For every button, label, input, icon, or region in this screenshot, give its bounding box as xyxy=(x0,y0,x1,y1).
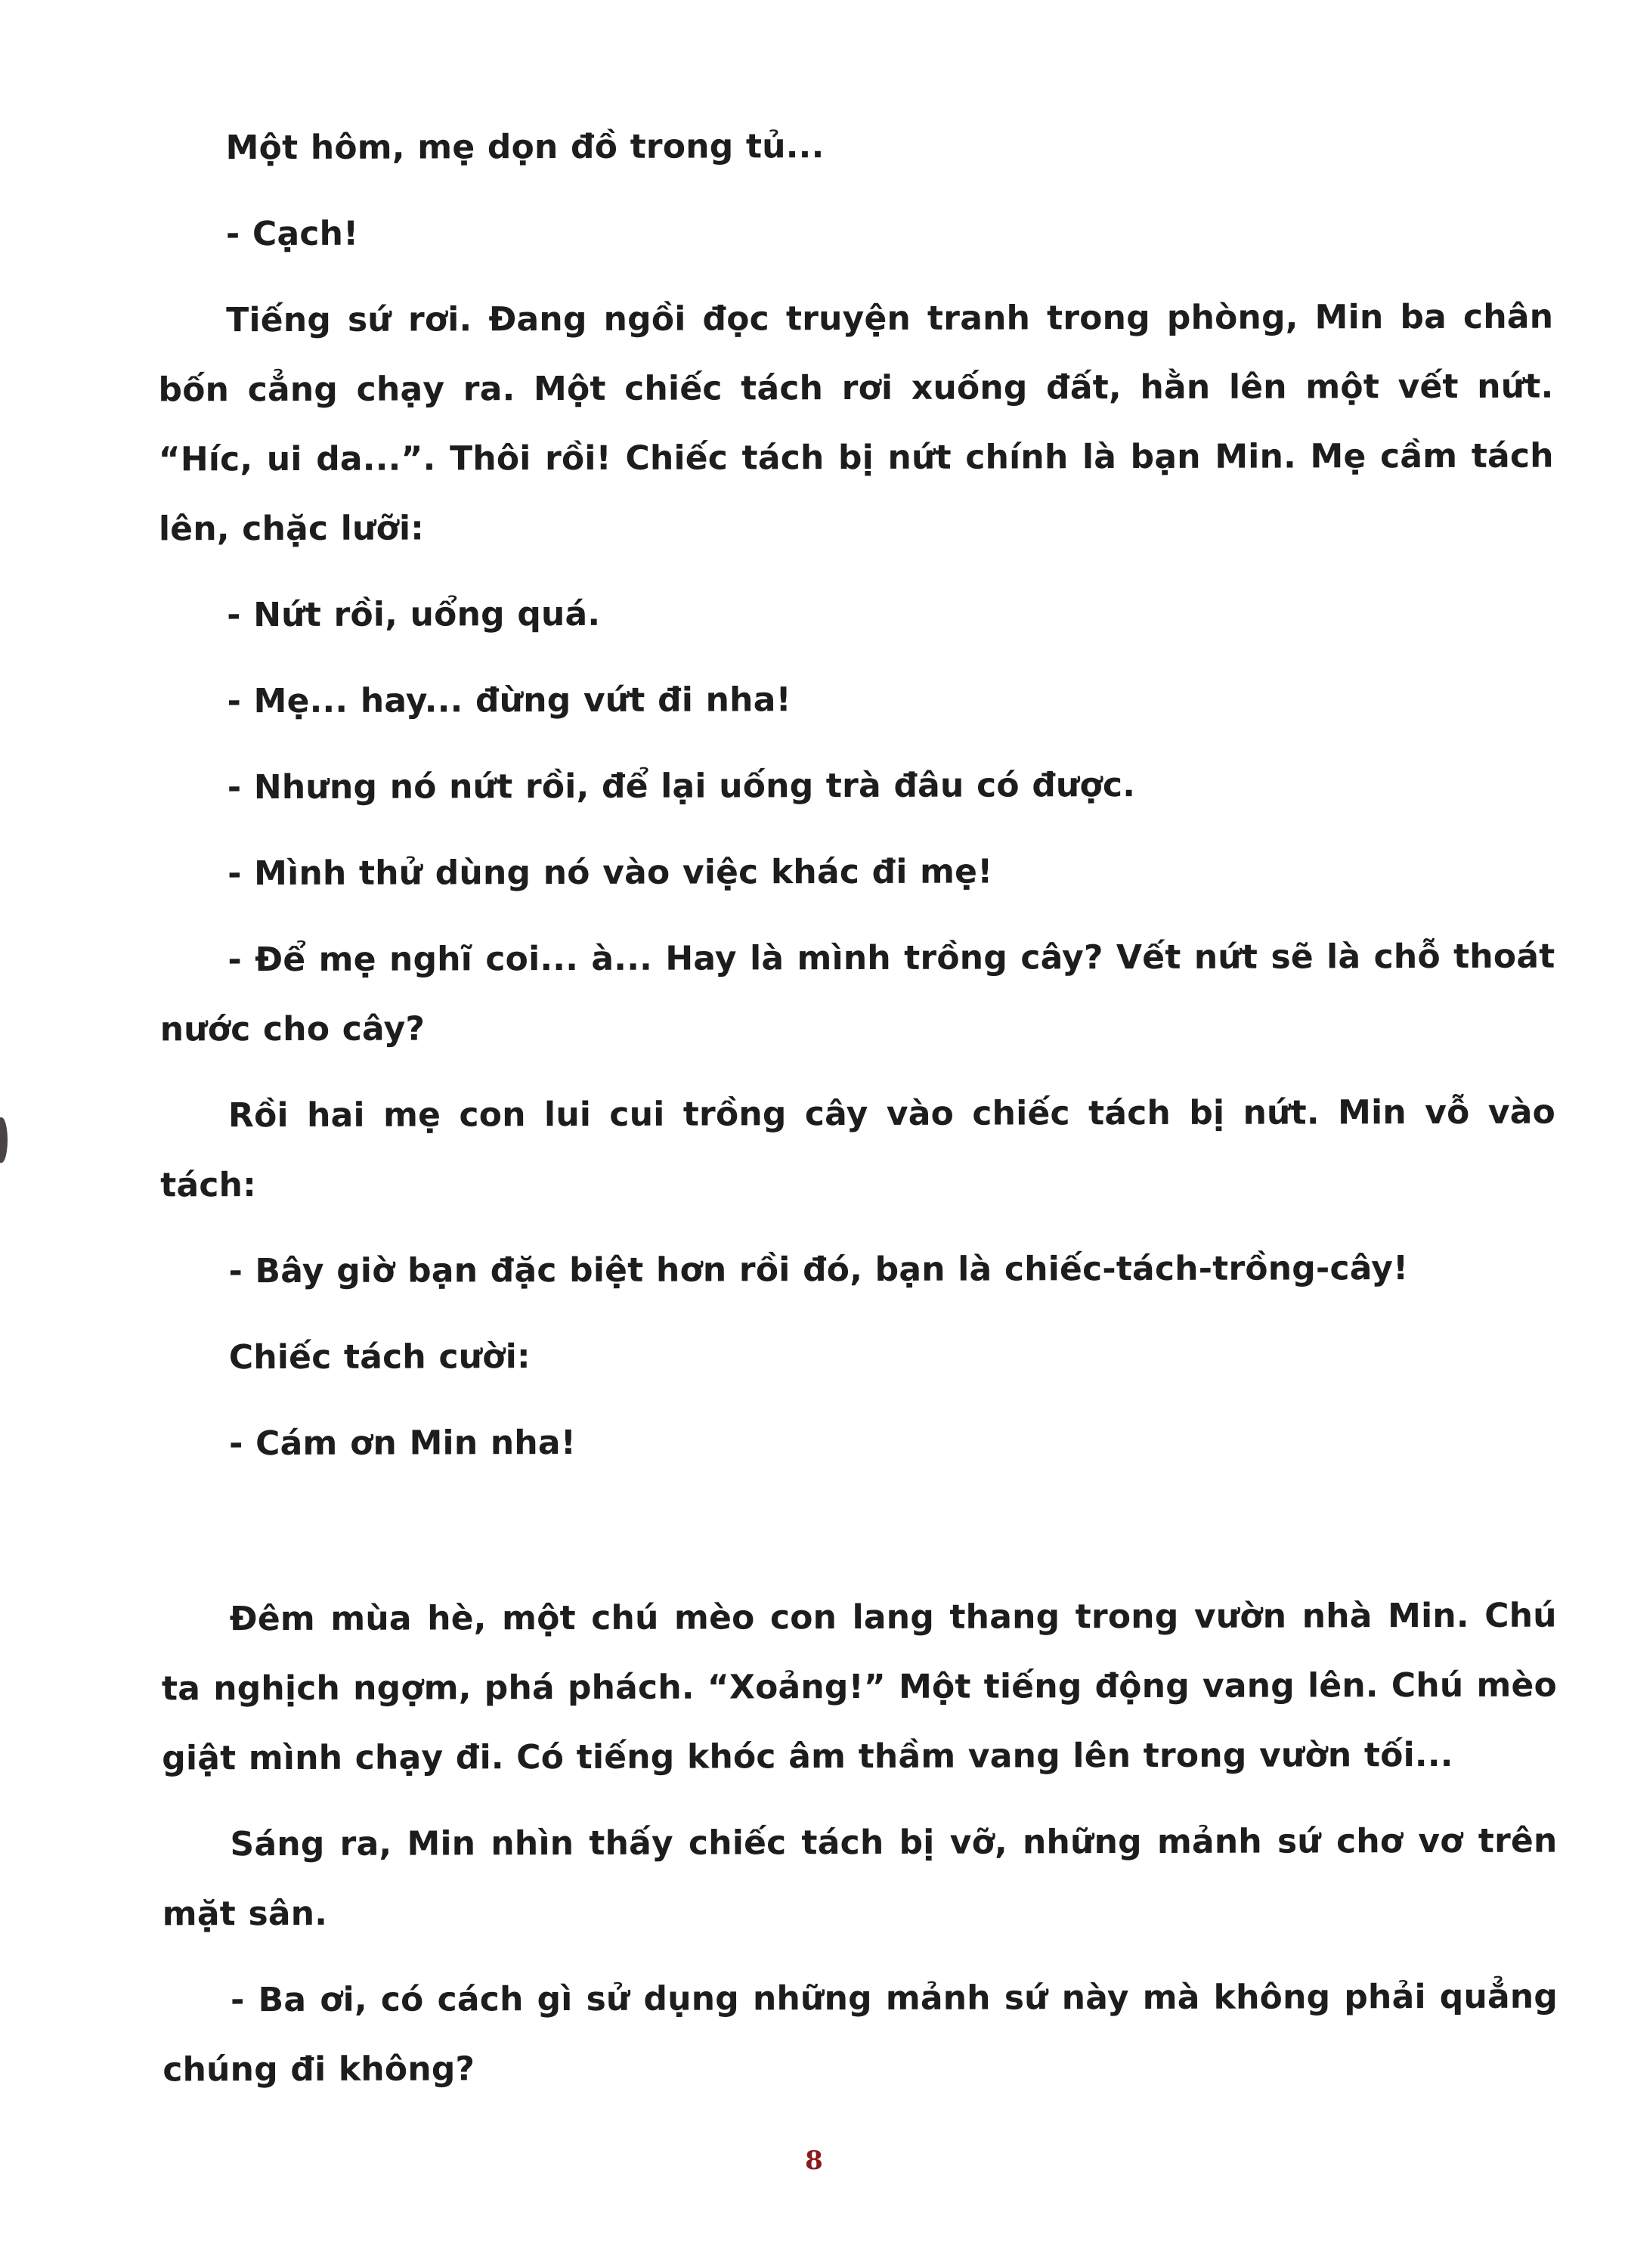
paragraph-dialogue: - Để mẹ nghĩ coi... à... Hay là mình trồng cây? Vết nứt sẽ là chỗ thoát nước cho cây? xyxy=(159,937,1555,1049)
paragraph-dialogue: - Nứt rồi, uổng quá. xyxy=(227,594,601,635)
paragraph-dialogue: - Ba ơi, có cách gì sử dụng những mảnh sứ này mà không phải quẳng chúng đi không? xyxy=(162,1977,1558,2090)
scan-artifact-smudge xyxy=(0,1117,8,1163)
paragraph-narration: Chiếc tách cười: xyxy=(228,1337,531,1377)
paragraph-narration: Đêm mùa hè, một chú mèo con lang thang trong vườn nhà Min. Chú ta nghịch ngợm, phá phách. “Xoảng!” Một tiếng động vang lên. Chú mèo giật mình chạy đi. Có tiếng khóc âm thầm vang lên trong vườn tối... xyxy=(161,1596,1558,1778)
page-number: 8 xyxy=(805,2146,823,2176)
paragraph-dialogue: - Cạch! xyxy=(225,214,359,254)
paragraph-narration: Tiếng sứ rơi. Đang ngồi đọc truyện tranh trong phòng, Min ba chân bốn cẳng chạy ra. Một chiếc tách rơi xuống đất, hằn lên một vết nứt. “Híc, ui da...”. Thôi rồi! Chiếc tách bị nứt chính là bạn Min. Mẹ cầm tách lên, chặc lưỡi: xyxy=(158,297,1554,549)
paragraph-narration: Sáng ra, Min nhìn thấy chiếc tách bị vỡ, những mảnh sứ chơ vơ trên mặt sân. xyxy=(162,1821,1558,1934)
paragraph-dialogue: - Bây giờ bạn đặc biệt hơn rồi đó, bạn là chiếc-tách-trồng-cây! xyxy=(228,1249,1409,1291)
paragraph-narration: Rồi hai mẹ con lui cui trồng cây vào chiếc tách bị nứt. Min vỗ vào tách: xyxy=(160,1092,1556,1205)
paragraph-narration: Một hôm, mẹ dọn đồ trong tủ... xyxy=(225,127,825,168)
paragraph-dialogue: - Cám ơn Min nha! xyxy=(229,1423,577,1464)
paragraph-dialogue: - Mình thử dùng nó vào việc khác đi mẹ! xyxy=(227,852,993,894)
story-text-block xyxy=(158,110,1558,2122)
paragraph-dialogue: - Nhưng nó nứt rồi, để lại uống trà đâu có được. xyxy=(227,766,1136,807)
paragraph-dialogue: - Mẹ... hay... đừng vứt đi nha! xyxy=(227,680,791,721)
